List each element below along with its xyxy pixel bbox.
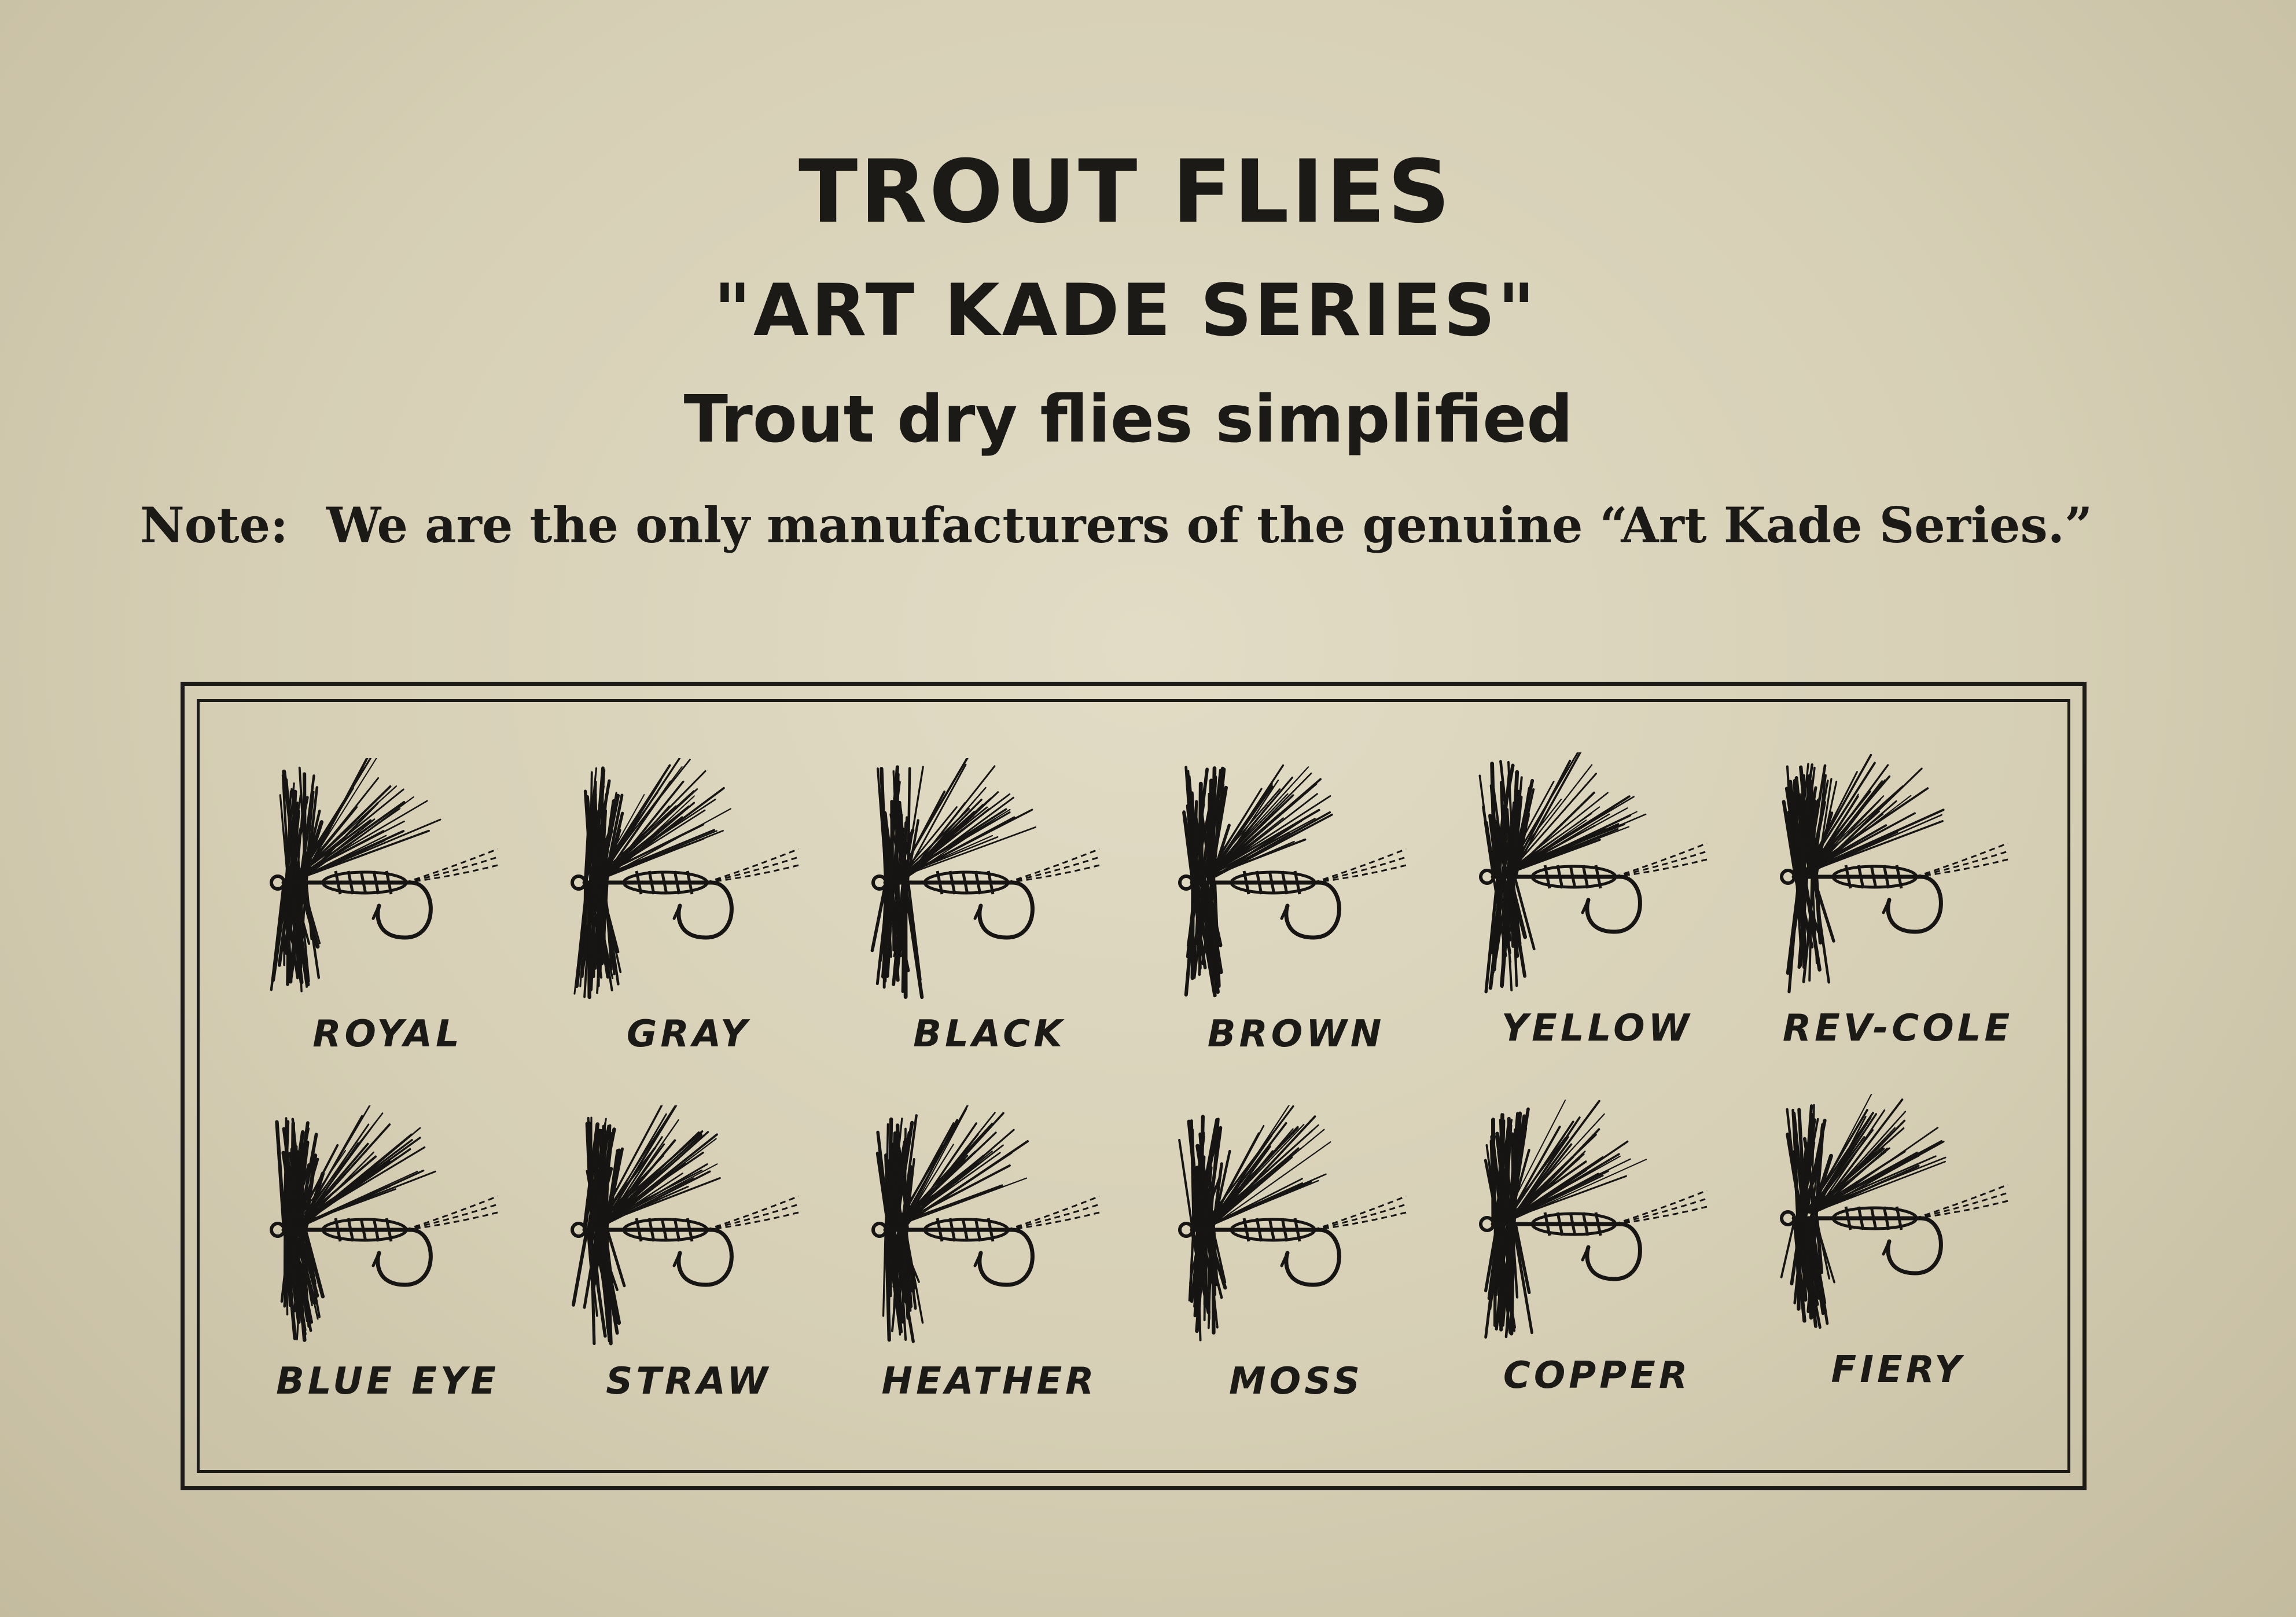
fly-label: REV-COLE bbox=[1782, 1007, 2014, 1050]
fly-copper bbox=[1452, 1100, 1742, 1406]
fly-label: COPPER bbox=[1503, 1354, 1691, 1397]
subtitle: Trout dry flies simplified bbox=[683, 382, 1573, 457]
fly-label: MOSS bbox=[1229, 1360, 1363, 1403]
fly-label: HEATHER bbox=[881, 1360, 1098, 1403]
fly-label: STRAW bbox=[606, 1360, 771, 1403]
fly-label: FIERY bbox=[1831, 1348, 1965, 1391]
dry-fly-rev-cole-icon bbox=[1753, 752, 2043, 1007]
dry-fly-black-icon bbox=[845, 758, 1134, 1013]
series-heading: "ART KADE SERIES" bbox=[713, 269, 1537, 352]
dry-fly-fiery-icon bbox=[1753, 1094, 2043, 1348]
fly-heather bbox=[845, 1105, 1134, 1412]
fly-label: YELLOW bbox=[1501, 1007, 1693, 1050]
fly-label: BLUE EYE bbox=[276, 1360, 499, 1403]
dry-fly-yellow-icon bbox=[1452, 752, 1742, 1007]
fly-label: BROWN bbox=[1207, 1013, 1385, 1056]
fly-rev-cole bbox=[1753, 752, 2043, 1059]
note-line bbox=[140, 497, 2092, 554]
fly-label: ROYAL bbox=[312, 1013, 463, 1056]
dry-fly-straw-icon bbox=[544, 1105, 833, 1360]
page-title: TROUT FLIES bbox=[798, 142, 1453, 242]
fly-straw bbox=[544, 1105, 833, 1412]
note-text: We are the only manufacturers of the genuine “Art Kade Series.” bbox=[326, 497, 2093, 554]
dry-fly-brown-icon bbox=[1151, 758, 1441, 1013]
fly-gray bbox=[544, 758, 833, 1065]
dry-fly-moss-icon bbox=[1151, 1105, 1441, 1360]
note-label: Note: bbox=[140, 497, 289, 554]
fly-label: GRAY bbox=[626, 1013, 751, 1056]
fly-blue-eye bbox=[243, 1105, 532, 1412]
fly-fiery bbox=[1753, 1094, 2043, 1401]
dry-fly-copper-icon bbox=[1452, 1100, 1742, 1354]
dry-fly-blue-eye-icon bbox=[243, 1105, 532, 1360]
dry-fly-gray-icon bbox=[544, 758, 833, 1013]
fly-label: BLACK bbox=[913, 1013, 1066, 1056]
dry-fly-heather-icon bbox=[845, 1105, 1134, 1360]
fly-black bbox=[845, 758, 1134, 1065]
fly-brown bbox=[1151, 758, 1441, 1065]
fly-moss bbox=[1151, 1105, 1441, 1412]
dry-fly-royal-icon bbox=[243, 758, 532, 1013]
fly-royal bbox=[243, 758, 532, 1065]
fly-yellow bbox=[1452, 752, 1742, 1059]
